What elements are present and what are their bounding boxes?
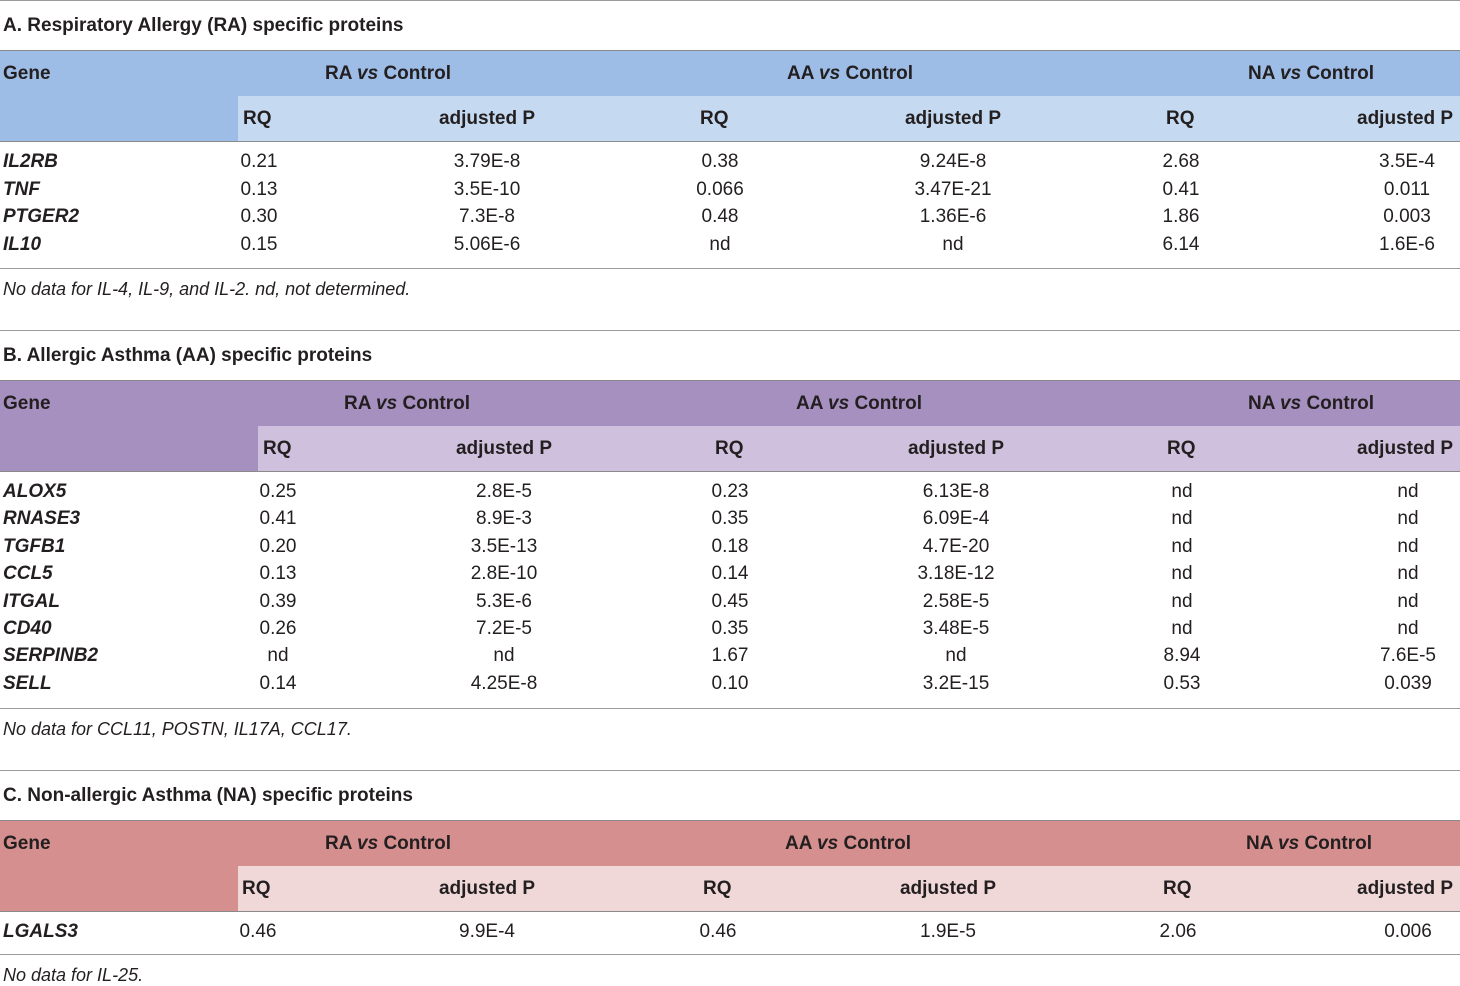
group-name: RA <box>325 63 352 84</box>
gene-name: IL10 <box>3 233 42 255</box>
adjusted-p-value: 4.25E-8 <box>470 672 538 694</box>
group-header-aa <box>785 821 911 866</box>
adjusted-p-value: nd <box>1397 481 1419 502</box>
vs-label: vs <box>357 63 379 84</box>
gene-name: PTGER2 <box>3 206 80 228</box>
section-a-footnote: No data for IL-4, IL-9, and IL-2. nd, not determined. <box>3 279 411 299</box>
adjusted-p-value: 1.36E-6 <box>919 206 987 228</box>
adjusted-p-value: 3.79E-8 <box>453 151 521 172</box>
adjusted-p-value: nd <box>1397 508 1419 530</box>
rq-value: 0.41 <box>259 508 297 530</box>
gene-name: IL2RB <box>3 151 58 172</box>
section-c-top-rule <box>0 770 1460 771</box>
section-b-top-rule <box>0 330 1460 331</box>
rq-value: 0.15 <box>240 233 278 255</box>
section-c-footnote: No data for IL-25. <box>3 965 144 985</box>
adjusted-p-value: 1.6E-6 <box>1379 233 1435 255</box>
rq-value: 0.21 <box>240 151 278 172</box>
section-c-header-sub <box>0 866 1460 912</box>
adjusted-p-value: nd <box>1397 590 1419 612</box>
rq-value: 0.41 <box>1162 178 1200 200</box>
table-row <box>0 478 1460 505</box>
rq-header-na: RQ <box>1163 878 1192 899</box>
adjusted-p-value: 2.58E-5 <box>922 590 990 612</box>
rq-value: 2.68 <box>1162 151 1200 172</box>
adjusted-p-header-aa: adjusted P <box>904 108 1002 129</box>
gene-column-header: Gene <box>3 393 51 414</box>
rq-value: nd <box>1171 590 1193 612</box>
section-a-header-groups <box>0 50 1460 96</box>
group-header-ra <box>325 51 451 96</box>
group-header-na <box>1248 381 1374 426</box>
group-header-ra <box>325 821 451 866</box>
adjusted-p-value: 3.47E-21 <box>914 178 992 200</box>
rq-value: 2.06 <box>1159 921 1197 942</box>
adjusted-p-value: 9.9E-4 <box>459 921 515 942</box>
vs-label: vs <box>1278 833 1300 854</box>
rq-value: 0.23 <box>711 481 749 502</box>
adjusted-p-value: 5.3E-6 <box>476 590 532 612</box>
table-row <box>0 505 1460 532</box>
rq-header-ra: RQ <box>242 878 271 899</box>
adjusted-p-value: nd <box>1397 618 1419 639</box>
rq-value: 1.86 <box>1162 206 1200 228</box>
section-b-title: B. Allergic Asthma (AA) specific proteins <box>3 345 373 366</box>
adjusted-p-value: 2.8E-5 <box>476 481 532 502</box>
adjusted-p-header-aa: adjusted P <box>899 878 997 899</box>
section-a-bottom-rule <box>0 268 1460 269</box>
adjusted-p-value: 2.8E-10 <box>470 563 538 585</box>
rq-header-na: RQ <box>1166 108 1195 129</box>
vs-label: vs <box>819 63 841 84</box>
rq-value: 0.30 <box>240 206 278 228</box>
adjusted-p-value: 8.9E-3 <box>476 508 532 530</box>
adjusted-p-header-na: adjusted P <box>1357 108 1454 129</box>
group-name: AA <box>787 63 814 84</box>
adjusted-p-header-aa: adjusted P <box>907 438 1005 459</box>
adjusted-p-value: 0.011 <box>1383 178 1431 200</box>
section-b-header-sub <box>0 426 1460 472</box>
gene-name: CD40 <box>3 618 52 639</box>
adjusted-p-value: 5.06E-6 <box>453 233 521 255</box>
table-row <box>0 560 1460 587</box>
gene-name: LGALS3 <box>3 921 78 942</box>
rq-value: 0.26 <box>259 618 297 639</box>
adjusted-p-value: nd <box>1397 563 1419 585</box>
group-name: NA <box>1246 833 1273 854</box>
table-row <box>0 231 1460 258</box>
vs-label: vs <box>817 833 839 854</box>
table-row <box>0 670 1460 697</box>
section-b-bottom-rule <box>0 708 1460 709</box>
section-a-header-sub <box>0 96 1460 142</box>
rq-value: 0.48 <box>701 206 739 228</box>
gene-name: ALOX5 <box>3 481 67 502</box>
control-label: Control <box>402 393 470 414</box>
adjusted-p-header-ra: adjusted P <box>438 878 536 899</box>
rq-header-na: RQ <box>1167 438 1196 459</box>
control-label: Control <box>383 833 451 854</box>
adjusted-p-value: 0.003 <box>1383 206 1431 228</box>
vs-label: vs <box>1280 63 1302 84</box>
group-header-aa <box>796 381 922 426</box>
adjusted-p-value: 3.5E-4 <box>1379 151 1435 172</box>
table-row <box>0 148 1460 175</box>
adjusted-p-value: 7.6E-5 <box>1380 645 1436 667</box>
gene-name: TGFB1 <box>3 535 66 557</box>
sub-header-band <box>238 96 1460 141</box>
table-row <box>0 642 1460 669</box>
table-row <box>0 918 1460 945</box>
adjusted-p-value: 0.039 <box>1384 672 1432 694</box>
rq-value: nd <box>1171 535 1193 557</box>
adjusted-p-value: 3.18E-12 <box>917 563 995 585</box>
group-name: NA <box>1248 393 1275 414</box>
adjusted-p-value: 7.3E-8 <box>459 206 515 228</box>
gene-name: CCL5 <box>3 563 53 585</box>
section-b-footnote: No data for CCL11, POSTN, IL17A, CCL17. <box>3 719 352 739</box>
rq-value: 0.46 <box>699 921 737 942</box>
control-label: Control <box>843 833 911 854</box>
control-label: Control <box>383 63 451 84</box>
rq-value: 0.066 <box>696 178 744 200</box>
gene-name: SERPINB2 <box>3 645 99 667</box>
rq-value: 0.45 <box>711 590 749 612</box>
rq-header-ra: RQ <box>243 108 272 129</box>
group-name: AA <box>796 393 823 414</box>
vs-label: vs <box>376 393 398 414</box>
table-row <box>0 203 1460 230</box>
control-label: Control <box>1306 63 1374 84</box>
adjusted-p-value: 3.2E-15 <box>922 672 990 694</box>
adjusted-p-value: nd <box>942 233 964 255</box>
rq-header-aa: RQ <box>700 108 729 129</box>
gene-name: RNASE3 <box>3 508 81 530</box>
rq-value: 1.67 <box>711 645 749 667</box>
section-a-top-rule <box>0 0 1460 1</box>
control-label: Control <box>845 63 913 84</box>
rq-header-aa: RQ <box>703 878 732 899</box>
adjusted-p-value: 0.006 <box>1384 921 1432 942</box>
control-label: Control <box>854 393 922 414</box>
adjusted-p-header-na: adjusted P <box>1357 878 1454 899</box>
group-header-na <box>1248 51 1374 96</box>
control-label: Control <box>1306 393 1374 414</box>
rq-value: 0.14 <box>711 563 749 585</box>
group-header-ra <box>344 381 470 426</box>
gene-name: TNF <box>3 178 40 200</box>
adjusted-p-value: 4.7E-20 <box>922 535 990 557</box>
rq-value: nd <box>1171 481 1193 502</box>
adjusted-p-value: 6.09E-4 <box>922 508 990 530</box>
adjusted-p-value: nd <box>945 645 967 667</box>
section-b-header-groups <box>0 380 1460 426</box>
adjusted-p-value: 9.24E-8 <box>919 151 987 172</box>
group-header-na <box>1246 821 1372 866</box>
rq-header-ra: RQ <box>263 438 292 459</box>
rq-value: 0.13 <box>240 178 278 200</box>
sub-header-band <box>238 866 1460 911</box>
rq-value: 0.18 <box>711 535 749 557</box>
rq-value: 0.20 <box>259 535 297 557</box>
control-label: Control <box>1304 833 1372 854</box>
rq-value: nd <box>1171 563 1193 585</box>
vs-label: vs <box>828 393 850 414</box>
vs-label: vs <box>357 833 379 854</box>
rq-value: 0.14 <box>259 672 297 694</box>
rq-value: 0.38 <box>701 151 739 172</box>
adjusted-p-value: nd <box>1397 535 1419 557</box>
adjusted-p-value: 3.5E-10 <box>453 178 521 200</box>
rq-value: 0.39 <box>259 590 297 612</box>
adjusted-p-value: 3.48E-5 <box>922 618 990 639</box>
table-row <box>0 588 1460 615</box>
section-a-title: A. Respiratory Allergy (RA) specific proteins <box>3 15 404 36</box>
adjusted-p-value: 3.5E-13 <box>470 535 538 557</box>
rq-value: 0.53 <box>1163 672 1201 694</box>
group-name: AA <box>785 833 812 854</box>
sub-header-band <box>258 426 1460 471</box>
rq-value: 8.94 <box>1163 645 1201 667</box>
rq-header-aa: RQ <box>715 438 744 459</box>
table-row <box>0 533 1460 560</box>
group-name: RA <box>344 393 371 414</box>
group-name: RA <box>325 833 352 854</box>
section-c-title: C. Non-allergic Asthma (NA) specific proteins <box>3 785 413 806</box>
rq-value: 0.35 <box>711 618 749 639</box>
group-name: NA <box>1248 63 1275 84</box>
rq-value: 6.14 <box>1162 233 1200 255</box>
adjusted-p-value: 6.13E-8 <box>922 481 990 502</box>
rq-value: 0.35 <box>711 508 749 530</box>
gene-name: ITGAL <box>3 590 60 612</box>
section-c-header-groups <box>0 820 1460 866</box>
rq-value: nd <box>1171 618 1193 639</box>
table-row <box>0 615 1460 642</box>
group-header-aa <box>787 51 913 96</box>
adjusted-p-value: nd <box>493 645 515 667</box>
table-row <box>0 176 1460 203</box>
adjusted-p-header-na: adjusted P <box>1357 438 1454 459</box>
rq-value: nd <box>1171 508 1193 530</box>
section-c-bottom-rule <box>0 954 1460 955</box>
vs-label: vs <box>1280 393 1302 414</box>
rq-value: 0.13 <box>259 563 297 585</box>
adjusted-p-value: 7.2E-5 <box>476 618 532 639</box>
gene-column-header: Gene <box>3 63 51 84</box>
adjusted-p-header-ra: adjusted P <box>438 108 536 129</box>
rq-value: 0.10 <box>711 672 749 694</box>
gene-column-header: Gene <box>3 833 51 854</box>
rq-value: 0.46 <box>239 921 277 942</box>
rq-value: nd <box>709 233 731 255</box>
adjusted-p-header-ra: adjusted P <box>455 438 553 459</box>
adjusted-p-value: 1.9E-5 <box>920 921 976 942</box>
rq-value: nd <box>267 645 289 667</box>
rq-value: 0.25 <box>259 481 297 502</box>
gene-name: SELL <box>3 672 52 694</box>
